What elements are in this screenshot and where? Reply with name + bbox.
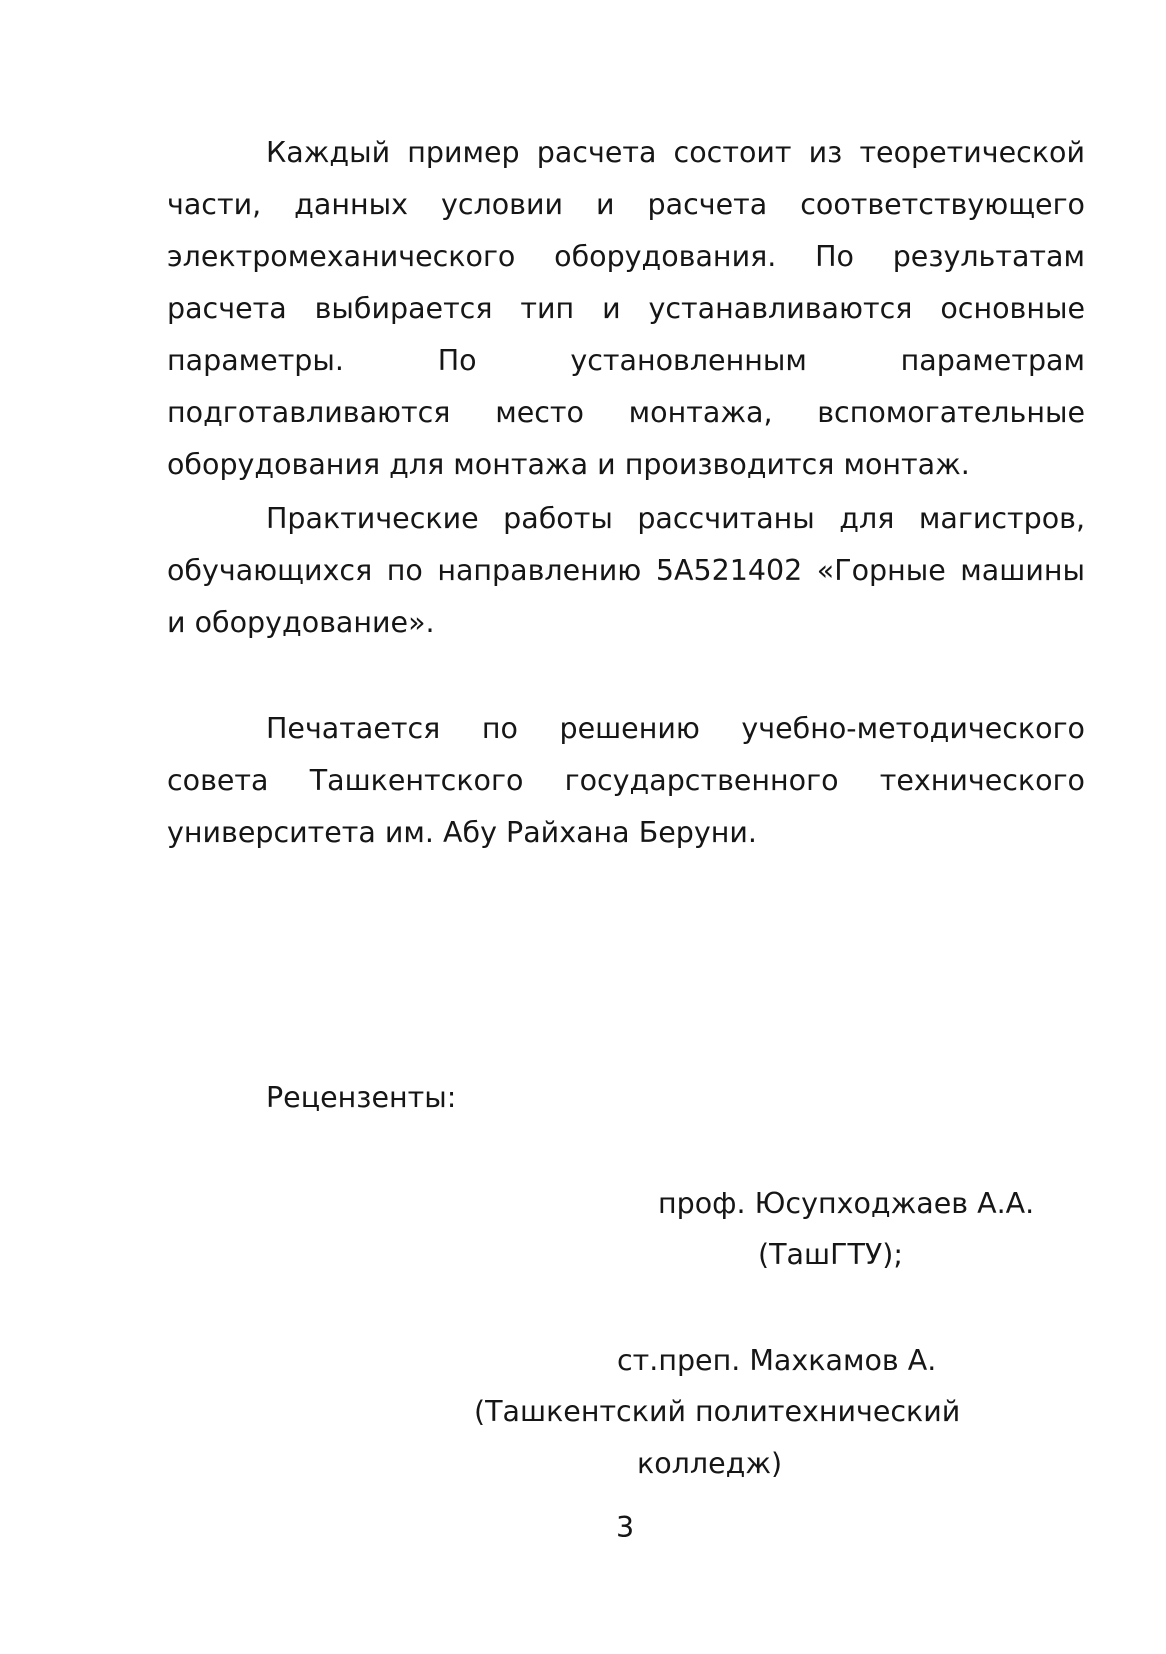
reviewer-2-organization-line-1: (Ташкентский политехнический bbox=[474, 1395, 961, 1428]
text-line: Практические работы рассчитаны для магистров, bbox=[266, 502, 1085, 535]
reviewer-2-name: ст.преп. Махкамов А. bbox=[617, 1344, 937, 1377]
text-line: совета Ташкентского государственного технического bbox=[167, 764, 1085, 797]
text-line: параметры. По установленным параметрам bbox=[167, 344, 1085, 377]
text-line: университета им. Абу Райхана Беруни. bbox=[167, 816, 757, 849]
page-number: 3 bbox=[616, 1511, 635, 1544]
text-line: оборудования для монтажа и производится монтаж. bbox=[167, 448, 970, 481]
text-line: расчета выбирается тип и устанавливаются основные bbox=[167, 292, 1085, 325]
text-line: и оборудование». bbox=[167, 606, 435, 639]
paragraph-description bbox=[167, 127, 1085, 491]
text-line: Печатается по решению учебно-методического bbox=[266, 712, 1085, 745]
reviewer-2-organization-line-2: колледж) bbox=[637, 1447, 783, 1480]
text-line: Каждый пример расчета состоит из теоретической bbox=[266, 136, 1085, 169]
paragraph-approval bbox=[167, 703, 1085, 859]
text-line: подготавливаются место монтажа, вспомогательные bbox=[167, 396, 1085, 429]
text-line: электромеханического оборудования. По результатам bbox=[167, 240, 1085, 273]
paragraph-audience bbox=[167, 493, 1085, 649]
reviewers-heading: Рецензенты: bbox=[266, 1081, 457, 1114]
text-line: части, данных условии и расчета соответствующего bbox=[167, 188, 1085, 221]
reviewer-1-name: проф. Юсупходжаев А.А. bbox=[658, 1187, 1035, 1220]
text-line: обучающихся по направлению 5А521402 «Горные машины bbox=[167, 554, 1085, 587]
reviewer-1-organization: (ТашГТУ); bbox=[758, 1238, 903, 1271]
